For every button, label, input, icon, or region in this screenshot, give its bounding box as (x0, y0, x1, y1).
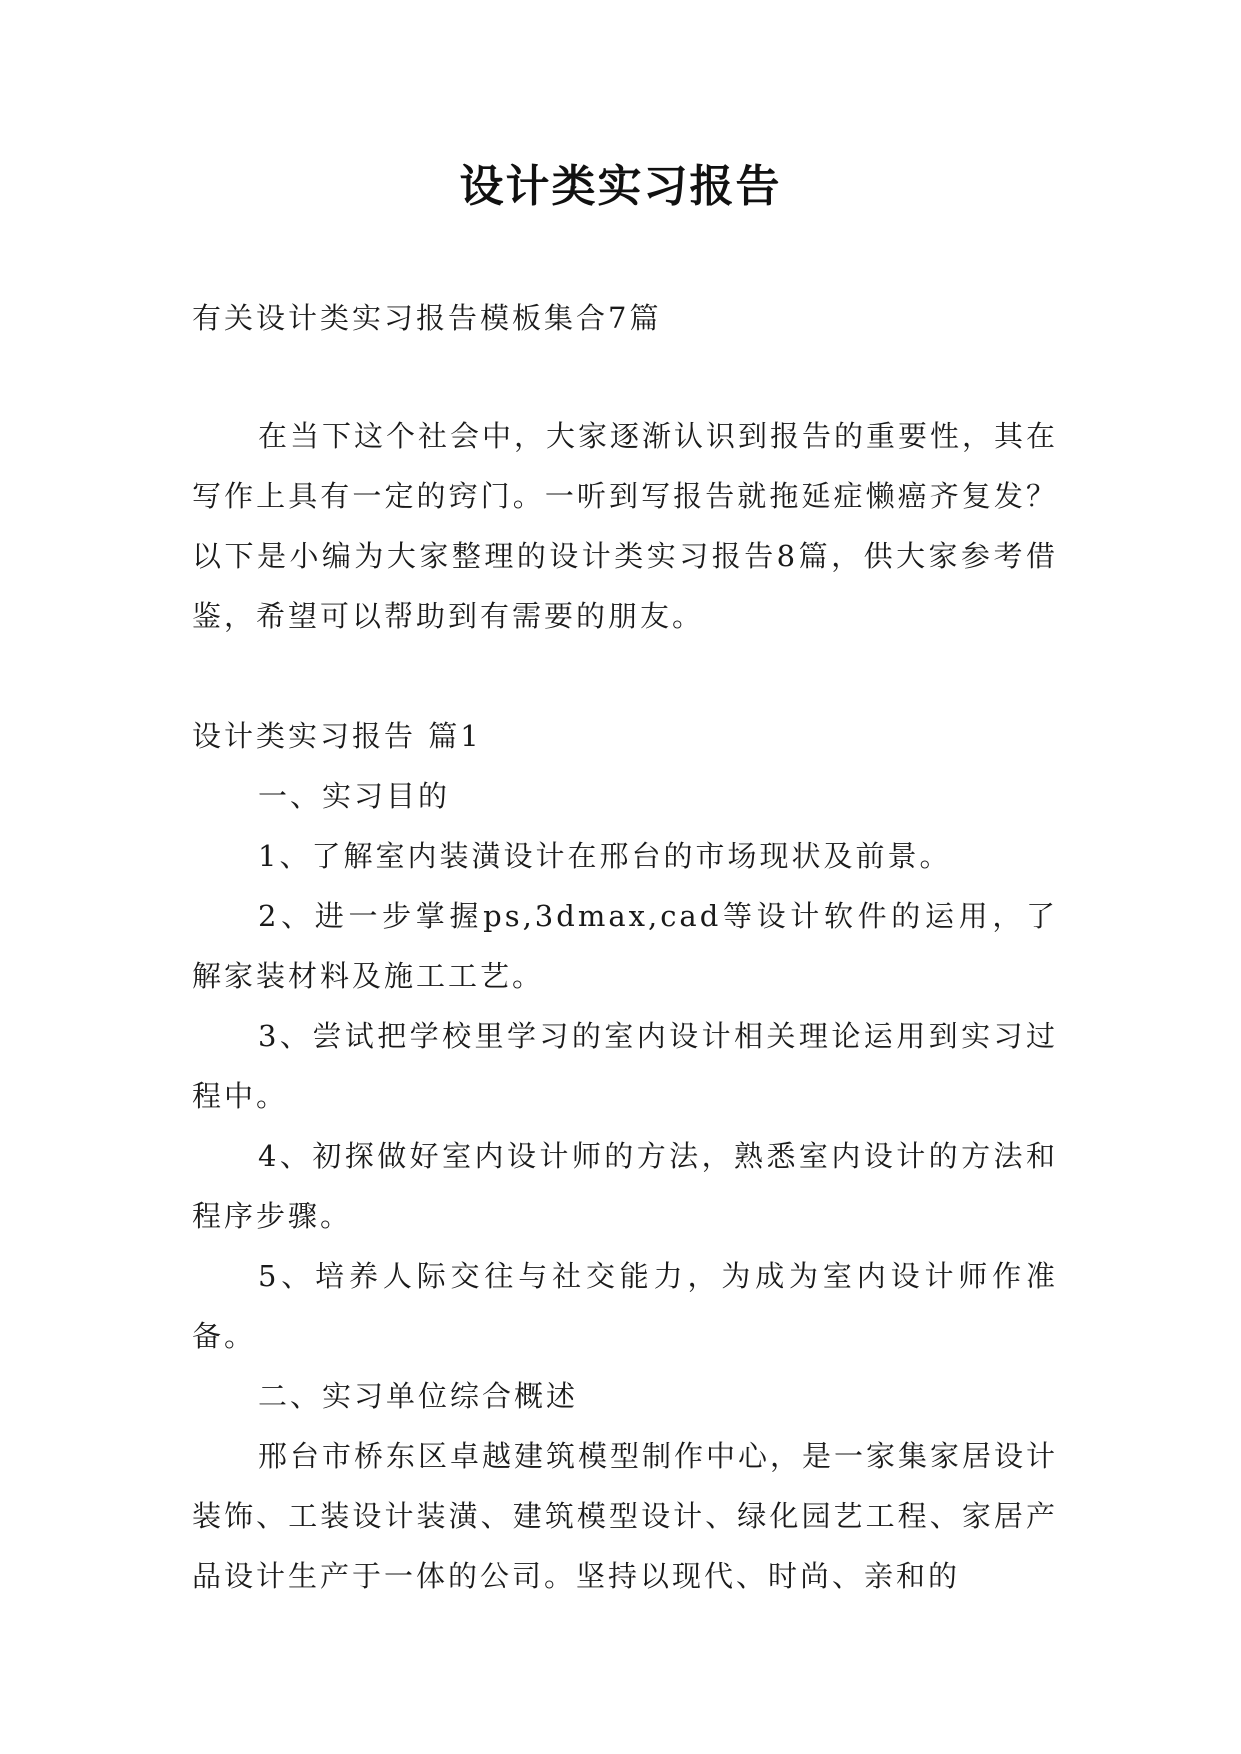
intro-paragraph: 在当下这个社会中，大家逐渐认识到报告的重要性，其在写作上具有一定的窍门。一听到写报告就拖延症懒癌齐复发？以下是小编为大家整理的设计类实习报告8篇，供大家参考借鉴，希望可以帮助到有需要的朋友。 (192, 419, 1059, 633)
document-body (192, 288, 1058, 1606)
purpose-item-4: 4、初探做好室内设计师的方法，熟悉室内设计的方法和程序步骤。 (192, 1139, 1058, 1233)
heading-company-overview: 二、实习单位综合概述 (258, 1379, 579, 1413)
company-paragraph: 邢台市桥东区卓越建筑模型制作中心，是一家集家居设计装饰、工装设计装潢、建筑模型设计、绿化园艺工程、家居产品设计生产于一体的公司。坚持以现代、时尚、亲和的 (192, 1439, 1059, 1593)
section-heading: 设计类实习报告 篇1 (192, 719, 482, 753)
heading-internship-purpose: 一、实习目的 (258, 779, 451, 813)
purpose-item-5: 5、培养人际交往与社交能力，为成为室内设计师作准备。 (192, 1259, 1058, 1353)
purpose-item-2: 2、进一步掌握ps,3dmax,cad等设计软件的运用，了解家装材料及施工工艺。 (192, 899, 1058, 993)
document-title: 设计类实习报告 (459, 161, 782, 212)
purpose-item-3: 3、尝试把学校里学习的室内设计相关理论运用到实习过程中。 (192, 1019, 1058, 1113)
purpose-item-1: 1、了解室内装潢设计在邢台的市场现状及前景。 (258, 839, 952, 873)
document-subtitle: 有关设计类实习报告模板集合7篇 (192, 301, 662, 335)
